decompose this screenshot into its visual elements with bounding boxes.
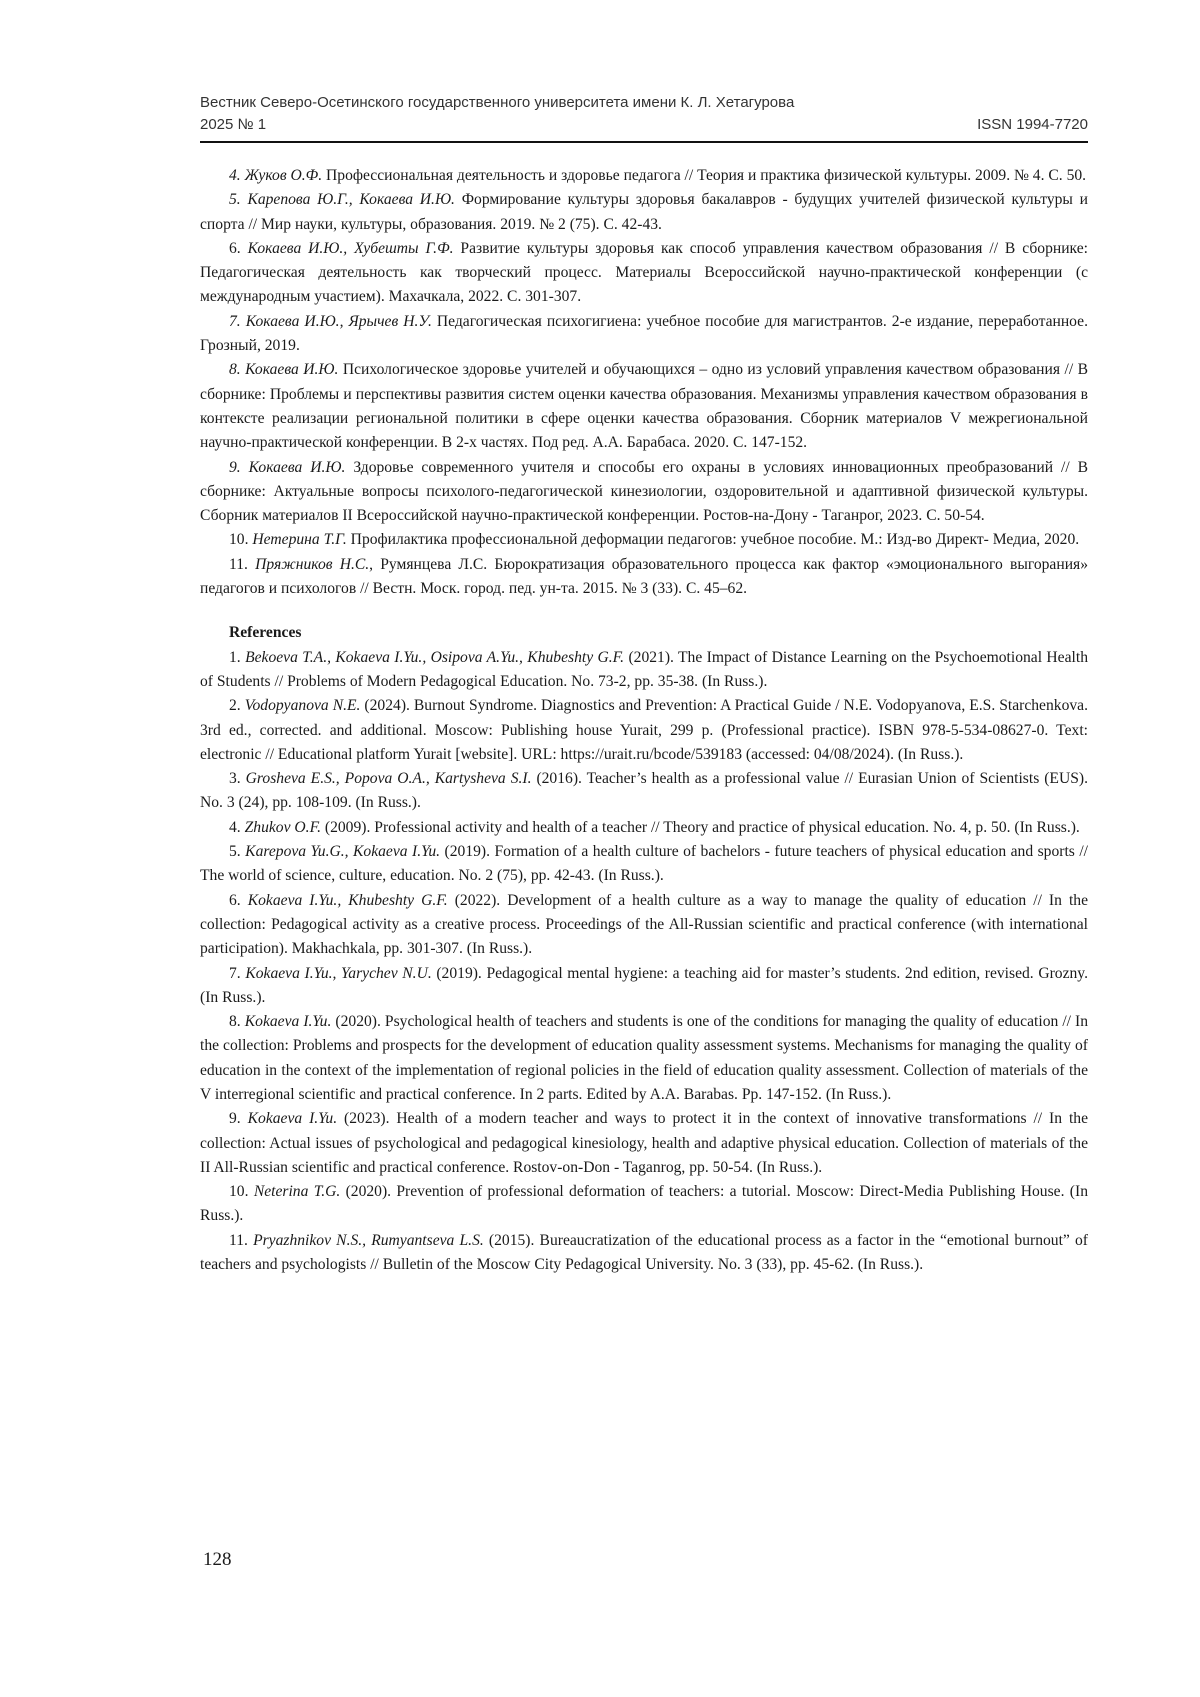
reference-text: Педагогическая психогигиена: учебное пособие для магистрантов. 2-е издание, переработанное. Грозный, 2019. — [200, 312, 1088, 355]
reference-text: Профилактика профессиональной деформации педагогов: учебное пособие. М.: Изд-во Директ- Медиа, 2020. — [346, 531, 1080, 549]
reference-entry — [200, 840, 1088, 889]
reference-number: 4. — [229, 167, 241, 184]
reference-authors: Pryazhnikov N.S., Rumyantseva L.S. — [253, 1231, 484, 1249]
reference-text: (2021). The Impact of Distance Learning on the Psychoemotional Health of Students // Problems of Modern Pedagogical Education. No. 73-2, pp. 35-38. (In Russ.). — [200, 648, 1088, 690]
reference-number: 7. — [229, 964, 241, 982]
reference-list — [200, 164, 1088, 1277]
reference-entry — [200, 188, 1088, 237]
reference-number: 9. — [229, 1110, 241, 1128]
journal-title: Вестник Северо-Осетинского государственного университета имени К. Л. Хетагурова — [200, 94, 795, 111]
reference-text: (2019). Formation of a health culture of bachelors - future teachers of physical education and sports // The world of science, culture, education. No. 2 (75), pp. 42-43. (In Russ.). — [200, 843, 1088, 885]
reference-entry — [200, 310, 1088, 359]
reference-authors: Bekoeva T.A., Kokaeva I.Yu., Osipova A.Yu., Khubeshty G.F. — [245, 648, 625, 666]
reference-authors: Кокаева И.Ю., Ярычев Н.У. — [245, 312, 432, 330]
reference-text: Развитие культуры здоровья как способ управления качеством образования // В сборнике: Педагогическая деятельность как творческий процесс. Материалы Всероссийской научно-практической конференции (с международным участием). Махачкала, 2022. С. 301-307. — [200, 239, 1088, 306]
reference-number: 9. — [229, 458, 241, 476]
reference-authors: Kokaeva I.Yu. — [244, 1013, 332, 1031]
reference-entry — [200, 1229, 1088, 1278]
reference-entry — [200, 553, 1088, 602]
running-header — [200, 92, 1088, 136]
reference-authors: Жуков О.Ф. — [244, 167, 323, 184]
reference-text: (2023). Health of a modern teacher and ways to protect it in the context of innovative transformations // In the collection: Actual issues of psychological and pedagogical kinesiology, health and adaptive physical education. Collection of materials of the II All-Russian scientific and practical conference. Rostov-on-Don - Taganrog, pp. 50-54. (In Russ.). — [200, 1110, 1089, 1176]
reference-text: (2024). Burnout Syndrome. Diagnostics and Prevention: A Practical Guide / N.E. Vodopyanova, E.S. Starchenkova. 3rd ed., corrected. and additional. Moscow: Publishing house Yurait, 299 p. (Professional practice). ISBN 978-5-534-08627-0. Text: electronic // Educational platform Yurait [website]. URL: https://urait.ru/bcode/539183 (accessed: 04/08/2024). (In Russ.). — [200, 697, 1088, 763]
reference-entry — [200, 646, 1088, 695]
reference-text: (2015). Bureaucratization of the educational process as a factor in the “emotional burnout” of teachers and psychologists // Bulletin of the Moscow City Pedagogical University. No. 3 (33), pp. 45-62. (In Russ.). — [200, 1231, 1088, 1274]
reference-text: Психологическое здоровье учителей и обучающихся – одно из условий управления качеством образования // В сборнике: Проблемы и перспективы развития систем оценки качества образования. Механизмы управления качеством образования в контексте реализации региональной политики в сфере оценки качества образования. Сборник материалов V межрегиональной научно-практической конференции. В 2-х частях. Под ред. А.А. Барабаса. 2020. С. 147-152. — [200, 361, 1089, 452]
reference-entry — [200, 962, 1088, 1011]
issn: ISSN 1994-7720 — [977, 116, 1088, 133]
reference-number: 1. — [229, 648, 241, 666]
reference-authors: Neterina T.G. — [253, 1183, 341, 1201]
reference-entry — [200, 456, 1088, 529]
reference-number: 6. — [229, 239, 241, 257]
reference-entry — [200, 164, 1088, 188]
reference-text: Профессиональная деятельность и здоровье педагога // Теория и практика физической культуры. 2009. № 4. С. 50. — [322, 167, 1087, 184]
reference-number: 11. — [229, 1231, 248, 1249]
reference-entry — [200, 1010, 1088, 1107]
reference-entry — [200, 816, 1088, 840]
reference-authors: Grosheva E.S., Popova O.A., Kartysheva S.I. — [245, 770, 532, 788]
reference-authors: Zhukov O.F. — [244, 818, 321, 836]
reference-entry — [200, 1107, 1088, 1180]
reference-entry — [200, 889, 1088, 962]
reference-number: 8. — [229, 361, 241, 379]
reference-entry — [200, 1180, 1088, 1229]
reference-number: 10. — [229, 1183, 249, 1201]
reference-authors: Нетерина Т.Г. — [252, 531, 347, 549]
russian-references — [200, 164, 1088, 601]
reference-text: , Румянцева Л.С. Бюрократизация образовательного процесса как фактор «эмоционального выгорания» педагогов и психологов // Вестн. Моск. город. пед. ун-та. 2015. № 3 (33). С. 45–62. — [200, 555, 1089, 598]
page-number: 128 — [203, 1549, 232, 1570]
reference-authors: Kokaeva I.Yu., Khubeshty G.F. — [247, 891, 448, 909]
reference-number: 7. — [229, 312, 241, 330]
reference-number: 6. — [229, 891, 241, 909]
reference-authors: Kokaeva I.Yu. — [247, 1110, 338, 1128]
issue-number: 2025 № 1 — [200, 116, 267, 133]
reference-text: (2019). Pedagogical mental hygiene: a teaching aid for master’s students. 2nd edition, revised. Grozny. (In Russ.). — [200, 964, 1088, 1006]
reference-authors: Кокаева И.Ю. — [245, 361, 339, 379]
reference-number: 3. — [229, 770, 241, 788]
reference-text: (2009). Professional activity and health of a teacher // Theory and practice of physical education. No. 4, p. 50. (In Russ.). — [321, 818, 1080, 836]
reference-number: 5. — [229, 191, 241, 209]
reference-authors: Vodopyanova N.E. — [244, 697, 361, 715]
reference-authors: Kokaeva I.Yu., Yarychev N.U. — [245, 964, 432, 982]
reference-entry — [200, 237, 1088, 310]
reference-authors: Кокаева И.Ю. — [248, 458, 346, 476]
reference-number: 2. — [229, 697, 241, 715]
references-heading: References — [229, 624, 302, 642]
reference-text: (2020). Psychological health of teachers and students is one of the conditions for managing the quality of education // In the collection: Problems and prospects for the development of education quality assessment systems. Mechanisms for managing the quality of education in the context of the implementation of regional policies in the field of education quality assessment. Collection of materials of the V interregional scientific and practical conference. In 2 parts. Edited by A.A. Barabas. Pp. 147-152. (In Russ.). — [200, 1013, 1089, 1103]
reference-authors: Карепова Ю.Г., Кокаева И.Ю. — [247, 191, 455, 209]
reference-authors: Кокаева И.Ю., Хубешты Г.Ф. — [247, 239, 454, 257]
reference-number: 4. — [229, 818, 241, 836]
reference-text: Формирование культуры здоровья бакалавров - будущих учителей физической культуры и спорта // Мир науки, культуры, образования. 2019. № 2 (75). С. 42-43. — [200, 191, 1089, 233]
reference-text: (2016). Teacher’s health as a professional value // Eurasian Union of Scientists (EUS). No. 3 (24), pp. 108-109. (In Russ.). — [200, 770, 1088, 812]
reference-text: (2022). Development of a health culture as a way to manage the quality of education // In the collection: Pedagogical activity as a creative process. Proceedings of the All-Russian scientific and practical conference (with international participation). Makhachkala, pp. 301-307. (In Russ.). — [200, 891, 1088, 958]
reference-entry — [200, 694, 1088, 767]
reference-entry — [200, 358, 1088, 455]
reference-number: 10. — [229, 531, 249, 549]
reference-authors: Karepova Yu.G., Kokaeva I.Yu. — [245, 843, 441, 861]
header-issue-row — [200, 114, 1088, 136]
reference-text: Здоровье современного учителя и способы его охраны в условиях инновационных преобразований // В сборнике: Актуальные вопросы психолого-педагогической кинезиологии, оздоровительной и адаптивной физической культуры. Сборник материалов II Всероссийской научно-практической конференции. Ростов-на-Дону - Таганрог, 2023. С. 50-54. — [200, 458, 1089, 525]
reference-entry — [200, 528, 1088, 552]
reference-authors: Пряжников Н.С. — [255, 555, 370, 573]
header-rule — [200, 141, 1088, 143]
reference-text: (2020). Prevention of professional deformation of teachers: a tutorial. Moscow: Direct-Media Publishing House. (In Russ.). — [200, 1183, 1088, 1225]
english-references — [200, 646, 1088, 1278]
reference-number: 8. — [229, 1013, 241, 1031]
reference-number: 11. — [229, 555, 248, 573]
reference-entry — [200, 767, 1088, 816]
reference-number: 5. — [229, 843, 241, 861]
